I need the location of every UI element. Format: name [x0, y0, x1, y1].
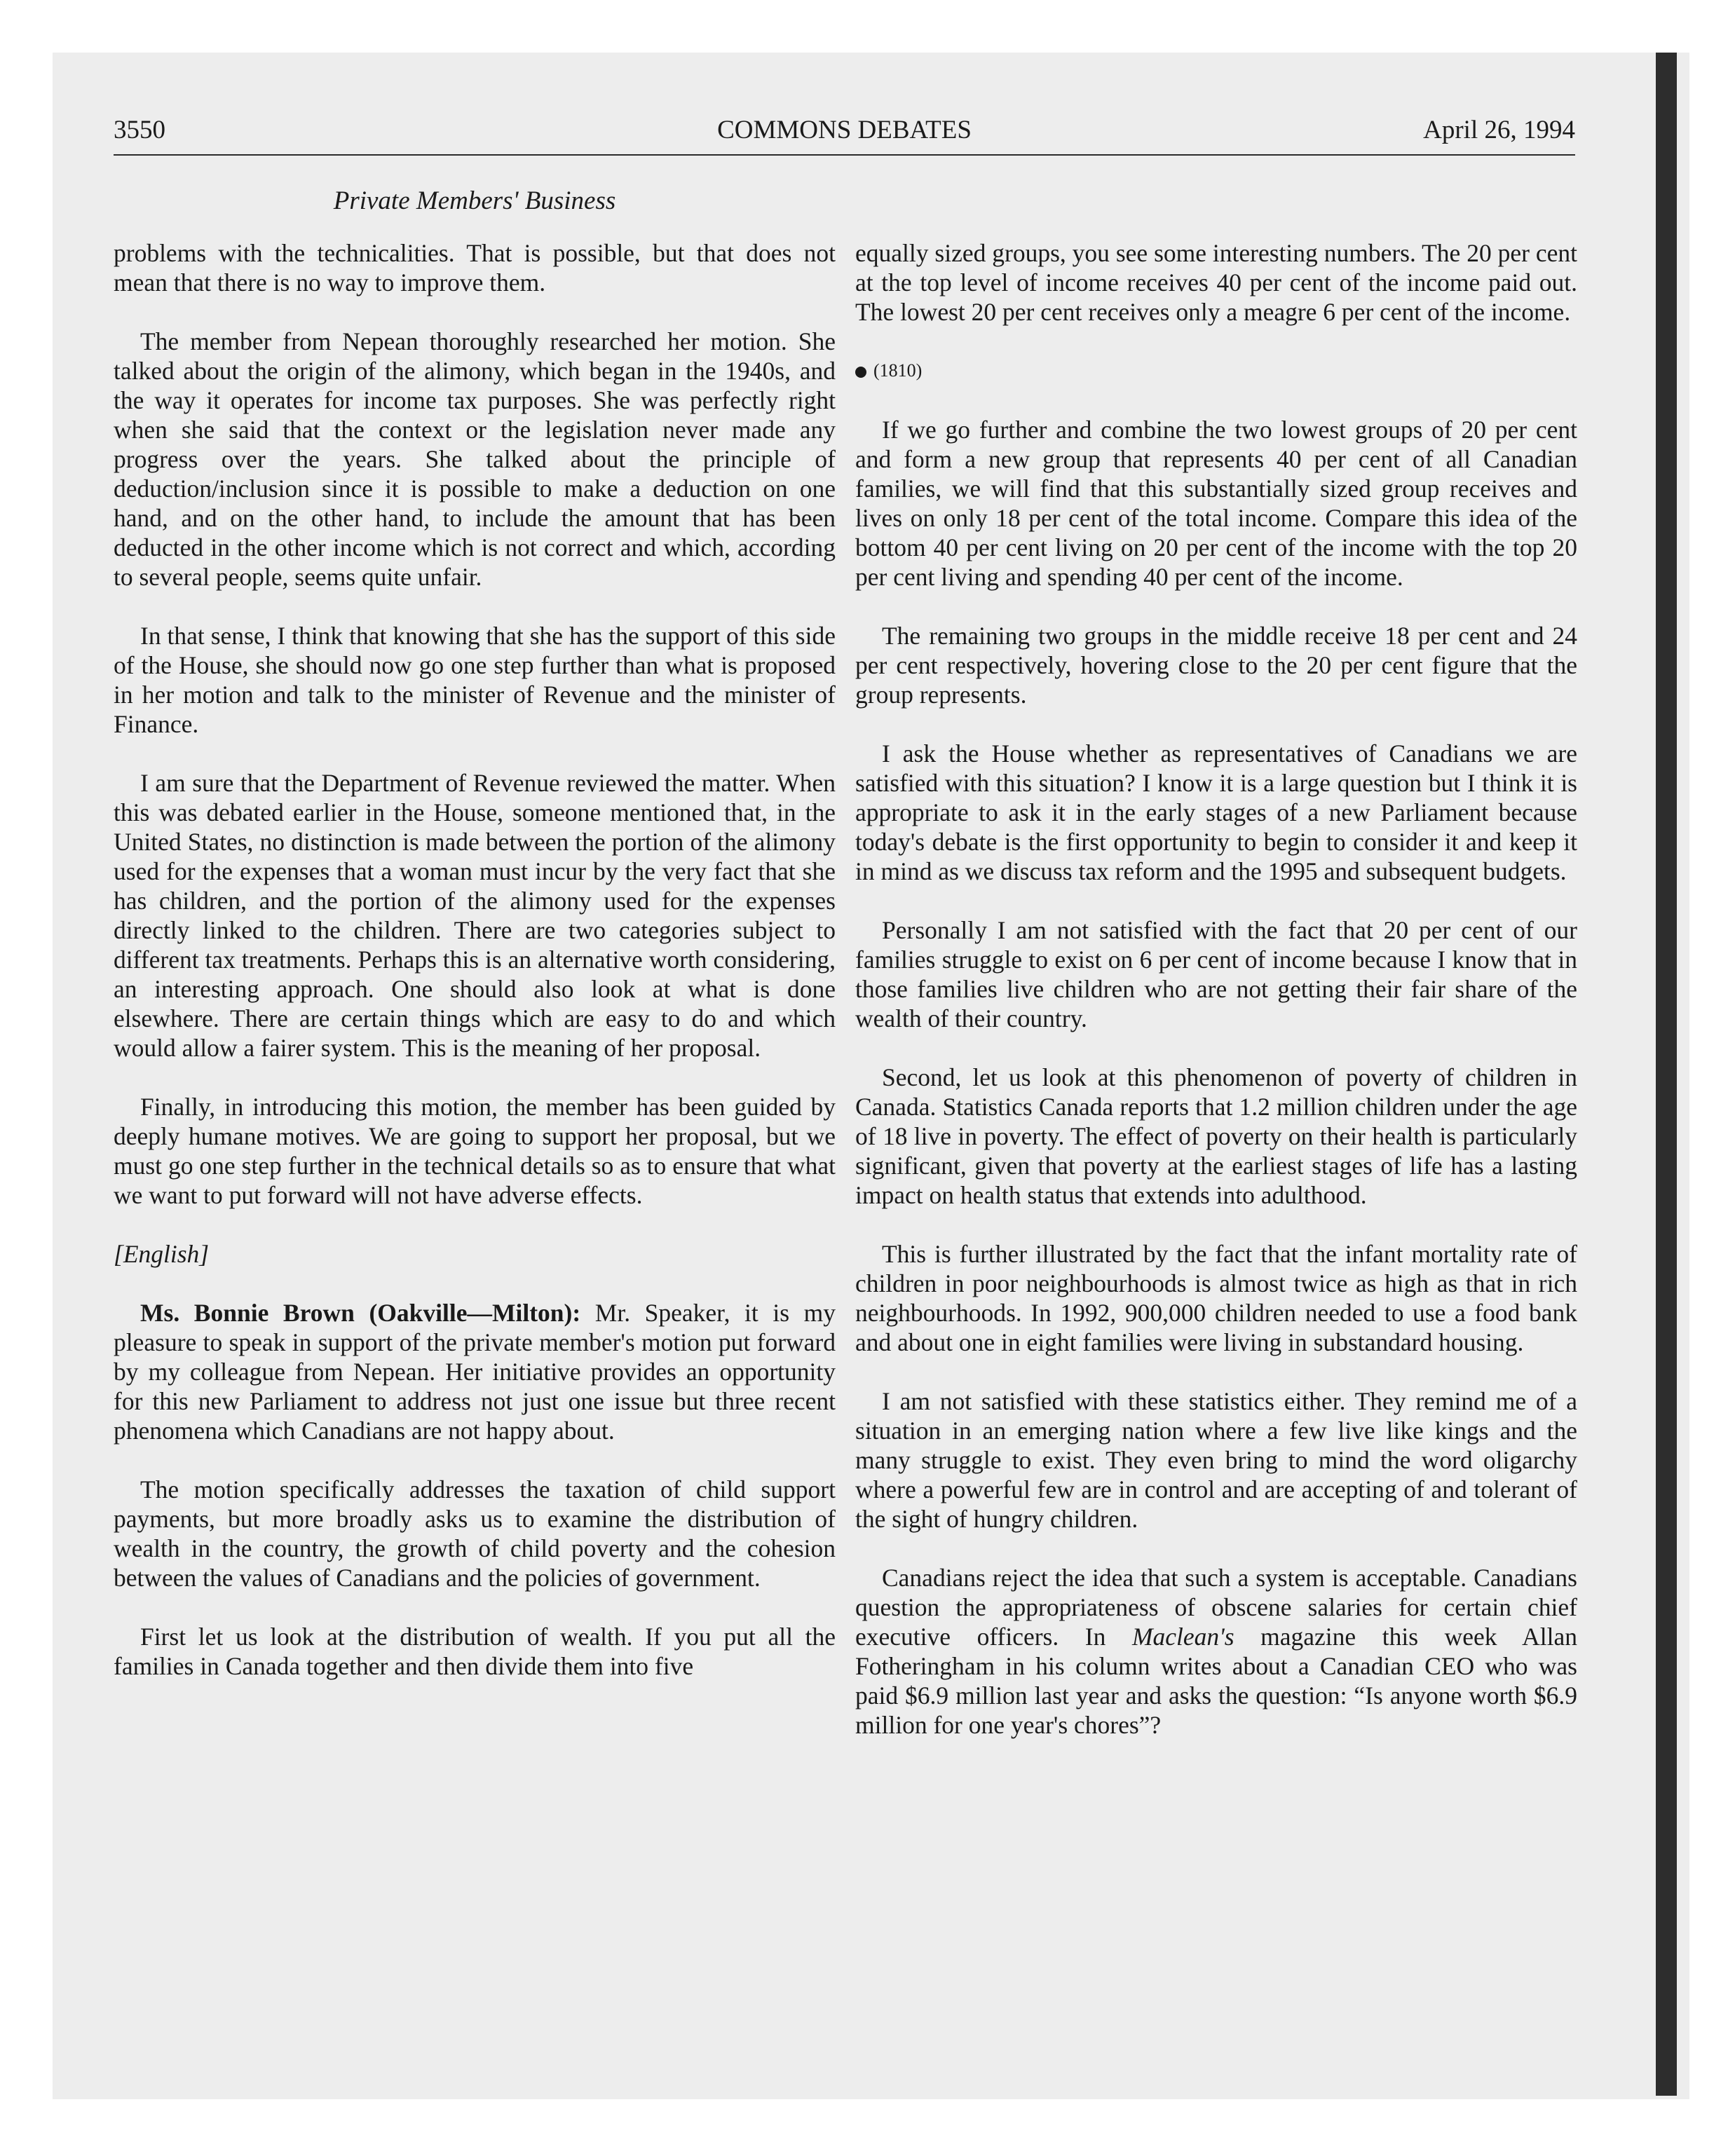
- scan-edge-bar: [1656, 53, 1677, 2096]
- paragraph: The motion specifically addresses the taxation of child support payments, but more broadly asks us to examine the distribution of wealth in the country, the growth of child poverty and the cohesion between the values of Canadians and the policies of government.: [114, 1475, 836, 1592]
- speaker-name: Ms. Bonnie Brown (Oakville—Milton):: [140, 1299, 581, 1327]
- paragraph: I am sure that the Department of Revenue reviewed the matter. When this was debated earlier in the House, someone mentioned that, in the United States, no distinction is made between the portion of the alimony used for the expenses that a woman must incur by the very fact that she has children, and the portion of the alimony used for the expenses directly linked to the children. There are two categories subject to different tax treatments. Perhaps this is an alternative worth considering, an interesting approach. One should also look at what is done elsewhere. There are certain things which are easy to do and which would allow a fairer system. This is the meaning of her proposal.: [114, 769, 836, 1062]
- paragraph: Second, let us look at this phenomenon of poverty of children in Canada. Statistics Canada reports that 1.2 million children under the age of 18 live in poverty. The effect of poverty on their health is particularly significant, given that poverty at the earliest stages of life has a lasting impact on health status that extends into adulthood.: [855, 1063, 1577, 1209]
- paragraph-text: magazine this week Allan Fotheringham in his column writes about a Canadian CEO who was paid $6.9 million last year and asks the question: “Is anyone worth $6.9 million for one year's chores”?: [855, 1623, 1578, 1739]
- paragraph: [855, 1563, 1577, 1740]
- paragraph: First let us look at the distribution of wealth. If you put all the families in Canada together and then divide them into five: [114, 1623, 836, 1680]
- page-header: [114, 115, 1575, 154]
- paragraph: In that sense, I think that knowing that she has the support of this side of the House, she should now go one step further than what is proposed in her motion and talk to the minister of Revenue and the minister of Finance.: [114, 622, 836, 738]
- timestamp: (1810): [873, 360, 923, 381]
- page-number: 3550: [114, 116, 165, 144]
- paragraph: Personally I am not satisfied with the fact that 20 per cent of our families struggle to exist on 6 per cent of income because I know that in those families live children who are not getting their fair share of the wealth of their country.: [855, 916, 1577, 1032]
- paragraph: If we go further and combine the two lowest groups of 20 per cent and form a new group that represents 40 per cent of all Canadian families, we will find that this substantially sized group receives and lives on only 18 per cent of the total income. Compare this idea of the bottom 40 per cent living on 20 per cent of the income with the top 20 per cent living and spending 40 per cent of the income.: [855, 416, 1577, 591]
- publication-title: COMMONS DEBATES: [717, 116, 972, 144]
- paragraph: Finally, in introducing this motion, the member has been guided by deeply humane motives. We are going to support her proposal, but we must go one step further in the technical details so as to ensure that what we want to put forward will not have adverse effects.: [114, 1093, 836, 1209]
- speaker-text: Mr. Speaker, it is my pleasure to speak in support of the private member's motion put forward by my colleague from Nepean. Her initiative provides an opportunity for this new Parliament to address not just one issue but three recent phenomena which Canadians are not happy about.: [114, 1299, 836, 1445]
- publication-date: April 26, 1994: [1423, 116, 1575, 144]
- paragraph: I am not satisfied with these statistics either. They remind me of a situation in an emerging nation where a few live like kings and the many struggle to exist. They even bring to mind the word oligarchy where a powerful few are in control and are accepting of and tolerant of the sight of hungry children.: [855, 1387, 1577, 1533]
- paragraph: The remaining two groups in the middle receive 18 per cent and 24 per cent respectively, hovering close to the 20 per cent figure that the group represents.: [855, 622, 1577, 709]
- left-column: [114, 238, 836, 1710]
- speaker-paragraph: [114, 1298, 836, 1445]
- language-tag: [English]: [114, 1240, 210, 1268]
- paragraph-text: Canadians reject the idea that such a system is acceptable. Canadians question the appropriateness of obscene salaries for certain chief executive officers. In: [855, 1564, 1577, 1651]
- paragraph: equally sized groups, you see some interesting numbers. The 20 per cent at the top level of income receives 40 per cent of the income paid out. The lowest 20 per cent receives only a meagre 6 per cent of the income.: [855, 239, 1577, 326]
- magazine-title: Maclean's: [1131, 1623, 1234, 1651]
- right-column: [855, 238, 1577, 1769]
- section-label: Private Members' Business: [333, 186, 616, 215]
- bullet-icon: [855, 367, 866, 378]
- paragraph: The member from Nepean thoroughly researched her motion. She talked about the origin of the alimony, which began in the 1940s, and the way it operates for income tax purposes. She was perfectly right when she said that the context or the legislation never made any progress over the years. She talked about the principle of deduction/inclusion since it is possible to make a deduction on one hand, and on the other hand, to include the amount that has been deducted in the other income which is not correct and which, according to several people, seems quite unfair.: [114, 327, 836, 591]
- paragraph: This is further illustrated by the fact that the infant mortality rate of children in poor neighbourhoods is almost twice as high as that in rich neighbourhoods. In 1992, 900,000 children needed to use a food bank and about one in eight families were living in substandard housing.: [855, 1240, 1577, 1356]
- header-rule: [114, 154, 1575, 156]
- paragraph: problems with the technicalities. That is possible, but that does not mean that there is no way to improve them.: [114, 239, 836, 296]
- paragraph: I ask the House whether as representatives of Canadians we are satisfied with this situation? I know it is a large question but I think it is appropriate to ask it in the early stages of a new Parliament because today's debate is the first opportunity to begin to consider it and keep it in mind as we discuss tax reform and the 1995 and subsequent budgets.: [855, 739, 1577, 885]
- timestamp-marker: [855, 356, 1577, 386]
